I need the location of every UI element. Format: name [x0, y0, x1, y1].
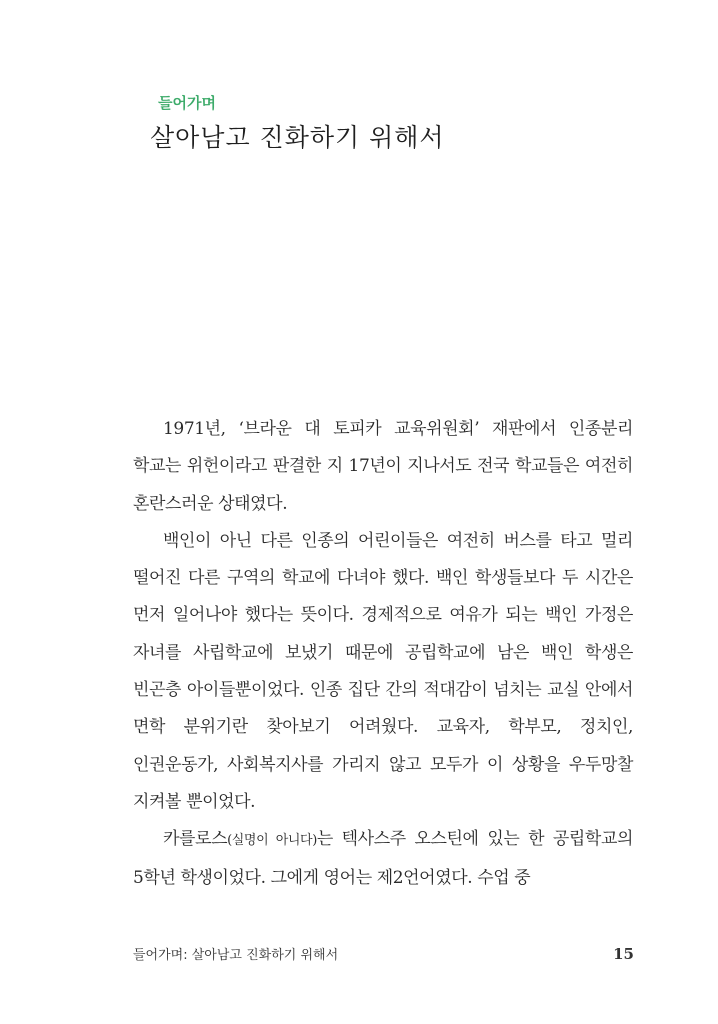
- page-footer: [133, 944, 634, 963]
- chapter-label: 들어가며: [158, 94, 216, 112]
- running-title: 들어가며: 살아남고 진화하기 위해서: [133, 948, 339, 963]
- paragraph-3: [133, 821, 633, 897]
- body-text: [133, 411, 633, 897]
- paragraph-1: 1971년, ‘브라운 대 토피카 교육위원회’ 재판에서 인종분리 학교는 위헌이라고 판결한 지 17년이 지나서도 전국 학교들은 여전히 혼란스러운 상태였다.: [133, 419, 633, 514]
- paragraph-2: 백인이 아닌 다른 인종의 어린이들은 여전히 버스를 타고 멀리 떨어진 다른 구역의 학교에 다녀야 했다. 백인 학생들보다 두 시간은 먼저 일어나야 했다는 뜻이다. 경제적으로 여유가 되는 백인 가정은 자녀를 사립학교에 보냈기 때문에 공립학교에 남은 백인 학생은 빈곤층 아이들뿐이었다. 인종 집단 간의 적대감이 넘치는 교실 안에서 면학 분위기란 찾아보기 어려웠다. 교육자, 학부모, 정치인, 인권운동가, 사회복지사를 가리지 않고 모두가 이 상황을 우두망찰 지켜볼 뿐이었다.: [133, 530, 633, 812]
- chapter-title: 살아남고 진화하기 위해서: [150, 123, 445, 152]
- paragraph-3-rest: 는 텍사스주 오스틴에 있는 한 공립학교의 5학년 학생이었다. 그에게 영어는 제2언어였다. 수업 중: [133, 829, 633, 888]
- paragraph-3-start: 카를로스: [163, 829, 228, 850]
- page-number: 15: [613, 945, 634, 963]
- parenthetical-note: (실명이 아니다): [227, 833, 317, 849]
